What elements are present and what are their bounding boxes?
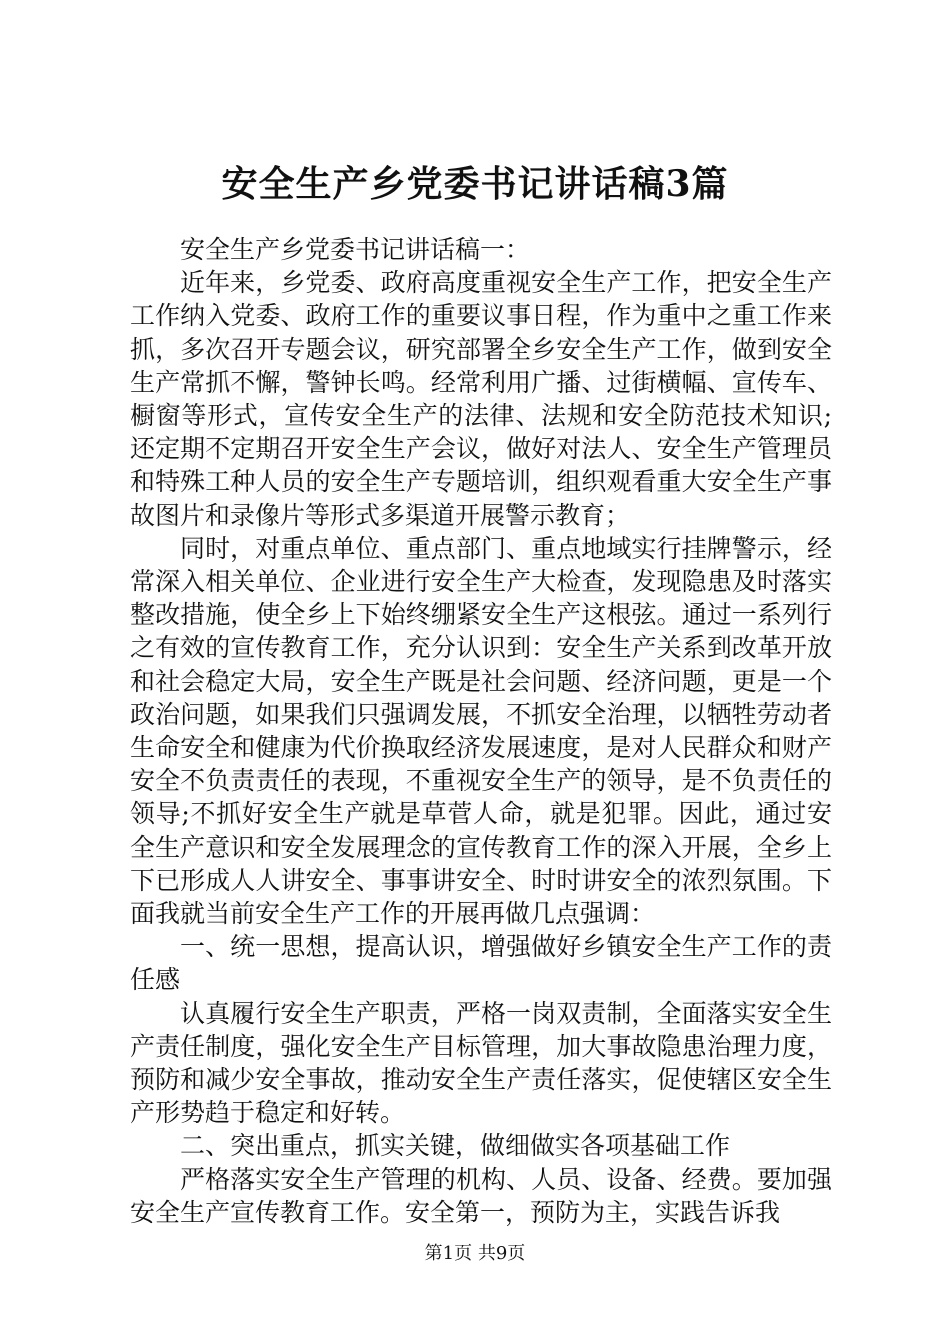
paragraph-4: 严格落实安全生产管理的机构、人员、设备、经费。要加强安全生产宣传教育工作。安全第一，预防为主，实践告诉我 bbox=[130, 1164, 832, 1227]
paragraph-subtitle: 安全生产乡党委书记讲话稿一： bbox=[180, 235, 531, 264]
document-body bbox=[130, 233, 832, 1229]
page-footer: 第1页 共9页 bbox=[424, 1243, 526, 1264]
document-title: 安全生产乡党委书记讲话稿3篇 bbox=[221, 163, 729, 205]
paragraph-3: 认真履行安全生产职责，严格一岗双责制，全面落实安全生产责任制度，强化安全生产目标管理，加大事故隐患治理力度，预防和减少安全事故，推动安全生产责任落实，促使辖区安全生产形势趋于稳定和好转。 bbox=[130, 998, 832, 1128]
paragraph-2: 同时，对重点单位、重点部门、重点地域实行挂牌警示，经常深入相关单位、企业进行安全生产大检查，发现隐患及时落实整改措施，使全乡上下始终绷紧安全生产这根弦。通过一系列行之有效的宣传教育工作，充分认识到：安全生产关系到改革开放和社会稳定大局，安全生产既是社会问题、经济问题，更是一个政治问题，如果我们只强调发展，不抓安全治理，以牺牲劳动者生命安全和健康为代价换取经济发展速度，是对人民群众和财产安全不负责责任的表现，不重视安全生产的领导，是不负责任的领导;不抓好安全生产就是草菅人命，就是犯罪。因此，通过安全生产意识和安全发展理念的宣传教育工作的深入开展，全乡上下已形成人人讲安全、事事讲安全、时时讲安全的浓烈氛围。下面我就当前安全生产工作的开展再做几点强调： bbox=[130, 533, 832, 929]
section-heading-2: 二、突出重点，抓实关键，做细做实各项基础工作 bbox=[180, 1131, 731, 1161]
section-heading-1: 一、统一思想，提高认识，增强做好乡镇安全生产工作的责任感 bbox=[130, 932, 832, 995]
paragraph-1: 近年来，乡党委、政府高度重视安全生产工作，把安全生产工作纳入党委、政府工作的重要议事日程，作为重中之重工作来抓，多次召开专题会议，研究部署全乡安全生产工作，做到安全生产常抓不懈，警钟长鸣。经常利用广播、过街横幅、宣传车、橱窗等形式，宣传安全生产的法律、法规和安全防范技术知识;还定期不定期召开安全生产会议，做好对法人、安全生产管理员和特殊工种人员的安全生产专题培训，组织观看重大安全生产事故图片和录像片等形式多渠道开展警示教育； bbox=[130, 268, 832, 530]
